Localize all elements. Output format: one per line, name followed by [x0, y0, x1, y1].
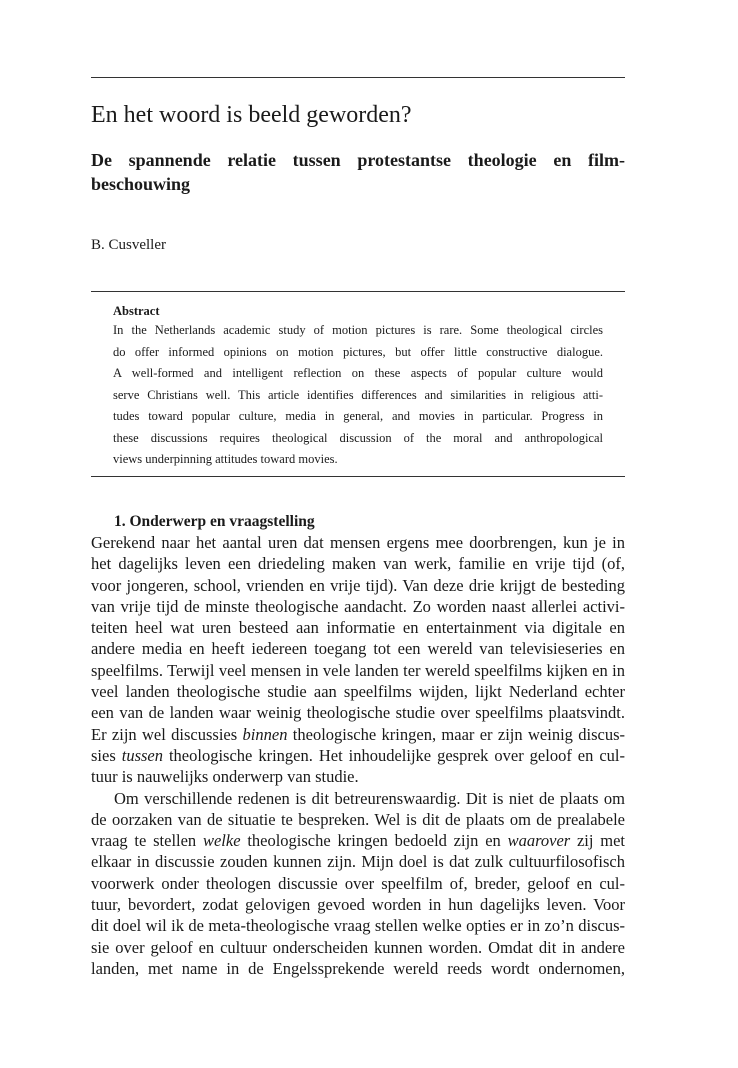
body-line — [91, 724, 625, 745]
body-line: sie over geloof en cultuur onderscheiden kunnen worden. Omdat dit in andere — [91, 937, 625, 957]
subtitle-line: beschouwing — [91, 174, 191, 194]
abstract-line: views underpinning attitudes toward movies. — [113, 452, 338, 466]
body-line: van vrije tijd de minste theologische aandacht. Zo worden naast allerlei activi- — [91, 596, 625, 616]
body-line: Gerekend naar het aantal uren dat mensen ergens mee doorbrengen, kun je in — [91, 533, 625, 552]
body-line: tuur, bevordert, zodat gelovigen gevoed worden in hun dagelijks leven. Voor — [91, 895, 625, 915]
body-line — [91, 830, 625, 851]
body-emphasis: tussen — [121, 745, 163, 765]
body-text-run: theologische kringen. Het inhoudelijke gesprek over geloof en cul- — [162, 745, 625, 765]
body-text-run: sies — [91, 745, 122, 765]
subtitle-line: De spannende relatie tussen protestantse theologie en film- — [91, 150, 625, 170]
body-line: veel landen theologische studie aan speelfilms wijden, lijkt Nederland echter — [91, 682, 625, 702]
body-emphasis: binnen — [242, 724, 288, 744]
body-line: een van de landen waar weinig theologische studie over speelfilms plaatsvindt. — [91, 703, 625, 723]
abstract-line: tudes toward popular culture, media in general, and movies in particular. Progress in — [113, 409, 603, 423]
body-line: tuur is nauwelijks onderwerp van studie. — [91, 767, 359, 787]
abstract-line: these discussions requires theological discussion of the moral and anthropological — [113, 430, 603, 445]
body-line: elkaar in discussie zouden kunnen zijn. Mijn doel is dat zulk cultuurfilosofisch — [91, 852, 625, 872]
body-text-run: theologische kringen, maar er zijn weinig discus- — [287, 724, 625, 744]
body-line: andere media en heeft iedereen toegang tot een wereld van televisieseries en — [91, 639, 625, 659]
abstract-line: serve Christians well. This article identifies differences and similarities in religious atti- — [113, 387, 603, 402]
body-text — [91, 532, 625, 979]
abstract-line: A well-formed and intelligent reflection on these aspects of popular culture would — [113, 366, 603, 380]
section-heading: 1. Onderwerp en vraagstelling — [114, 513, 315, 530]
body-emphasis: waarover — [507, 831, 571, 851]
body-line: Om verschillende redenen is dit betreurenswaardig. Dit is niet de plaats om — [114, 788, 625, 808]
body-line: landen, met name in de Engelssprekende wereld reeds wordt ondernomen, — [91, 958, 625, 978]
body-line: voor jongeren, school, vrienden en vrije tijd). Van deze drie krijgt de besteding — [91, 575, 625, 595]
body-text-run: zij met — [570, 831, 625, 851]
body-text-run: theologische kringen bedoeld zijn en — [240, 831, 508, 851]
article-subtitle — [91, 148, 625, 196]
top-rule — [91, 77, 625, 78]
abstract-block — [91, 291, 625, 477]
body-emphasis: welke — [202, 831, 241, 851]
abstract-line: do offer informed opinions on motion pictures, but offer little constructive dialogue. — [113, 344, 603, 359]
abstract-text — [113, 320, 603, 471]
abstract-heading: Abstract — [113, 304, 160, 318]
body-line: de oorzaken van de situatie te bespreken. Wel is dit de plaats om de prealabele — [91, 809, 625, 829]
body-line: voorwerk onder theologen discussie over speelfilm of, breder, geloof en cul- — [91, 873, 625, 893]
body-line: speelfilms. Terwijl veel mensen in vele landen ter wereld speelfilms kijken en in — [91, 660, 625, 680]
body-line: teiten heel wat uren besteed aan informatie en entertainment via digitale en — [91, 618, 625, 638]
abstract-line: In the Netherlands academic study of motion pictures is rare. Some theological circles — [113, 323, 603, 337]
body-line: het dagelijks leven een driedeling maken van werk, familie en vrije tijd (of, — [91, 554, 625, 574]
body-text-run: Er zijn wel discussies — [91, 724, 243, 744]
article-title: En het woord is beeld geworden? — [91, 102, 412, 128]
author-name: B. Cusveller — [91, 237, 166, 253]
body-text-run: vraag te stellen — [91, 831, 203, 851]
body-line — [91, 745, 625, 766]
body-line: dit doel wil ik de meta-theologische vraag stellen welke opties er in zo’n discus- — [91, 916, 625, 936]
